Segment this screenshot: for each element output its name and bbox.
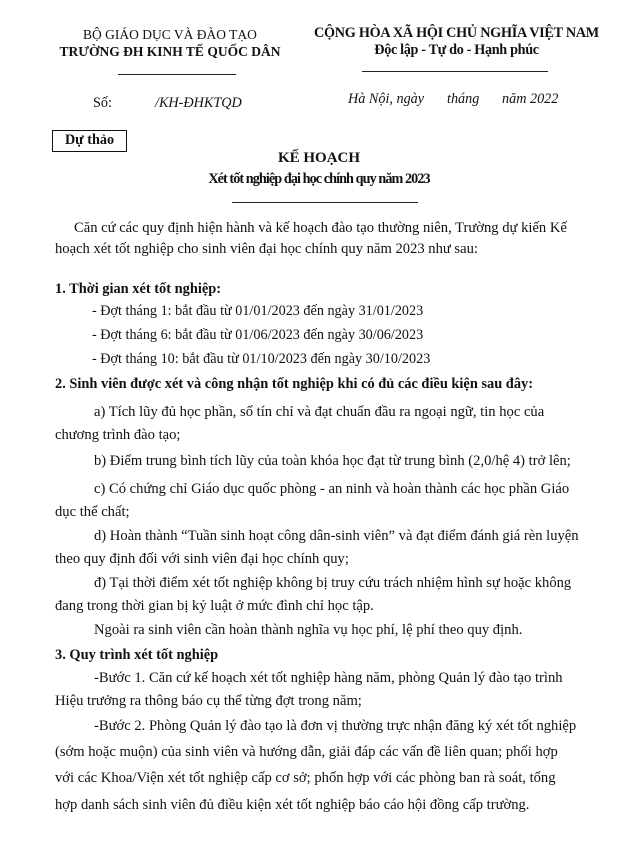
- intro-line-2: hoạch xét tốt nghiệp cho sinh viên đại học chính quy năm 2023 như sau:: [55, 241, 478, 257]
- additional-requirement: Ngoài ra sinh viên cần hoàn thành nghĩa vụ học phí, lệ phí theo quy định.: [94, 622, 523, 638]
- condition-dd-line-1: đ) Tại thời điểm xét tốt nghiệp không bị truy cứu trách nhiệm hình sự hoặc không: [94, 575, 572, 591]
- step-2-line-3: với các Khoa/Viện xét tốt nghiệp cấp cơ sở; phốn hợp với các phòng ban rà soát, tổng: [55, 770, 556, 786]
- place-date-month: tháng: [447, 91, 480, 107]
- section-1-heading: 1. Thời gian xét tốt nghiệp:: [55, 281, 222, 297]
- section-1-item-2: - Đợt tháng 6: bắt đầu từ 01/06/2023 đến ngày 30/06/2023: [92, 327, 424, 343]
- condition-c-line-1: c) Có chứng chỉ Giáo dục quốc phòng - an ninh và hoàn thành các học phần Giáo: [94, 481, 570, 497]
- condition-b: b) Điểm trung bình tích lũy của toàn khóa học đạt từ trung bình (2,0/hệ 4) trở lên;: [94, 453, 571, 469]
- document-subtitle: Xét tốt nghiệp đại học chính quy năm 2023: [208, 171, 430, 187]
- step-2-line-2: (sớm hoặc muộn) của sinh viên và hướng dẫn, giải đáp các vấn đề liên quan; phối hợp: [55, 744, 558, 760]
- condition-c-line-2: dục thể chất;: [55, 504, 130, 520]
- header-right-rule: [362, 71, 548, 72]
- section-3-heading: 3. Quy trình xét tốt nghiệp: [55, 647, 219, 663]
- place-date-year: năm 2022: [502, 91, 559, 107]
- step-1-line-2: Hiệu trưởng ra thông báo cụ thể từng đợt trong năm;: [55, 693, 362, 709]
- republic-name: CỘNG HÒA XÃ HỘI CHỦ NGHĨA VIỆT NAM: [314, 25, 599, 41]
- section-1-item-1: - Đợt tháng 1: bắt đầu từ 01/01/2023 đến ngày 31/01/2023: [92, 303, 424, 319]
- step-1-line-1: -Bước 1. Căn cứ kế hoạch xét tốt nghiệp hàng năm, phòng Quản lý đào tạo trình: [94, 670, 563, 686]
- intro-line-1: Căn cứ các quy định hiện hành và kế hoạch đào tạo thường niên, Trường dự kiến Kế: [74, 220, 567, 236]
- document-number-label: Số:: [93, 95, 112, 111]
- condition-d-line-1: d) Hoàn thành “Tuần sinh hoạt công dân-sinh viên” và đạt điểm đánh giá rèn luyện: [94, 528, 579, 544]
- national-motto: Độc lập - Tự do - Hạnh phúc: [374, 42, 539, 58]
- title-rule: [232, 202, 418, 203]
- section-1-item-3: - Đợt tháng 10: bắt đầu từ 01/10/2023 đến ngày 30/10/2023: [92, 351, 431, 367]
- place-date-prefix: Hà Nội, ngày: [348, 91, 425, 107]
- step-2-line-4: hợp danh sách sinh viên đủ điều kiện xét tốt nghiệp báo cáo hội đồng cấp trường.: [55, 797, 530, 813]
- section-2-heading: 2. Sinh viên được xét và công nhận tốt nghiệp khi có đủ các điều kiện sau đây:: [55, 376, 533, 392]
- draft-label: Dự thảo: [64, 132, 115, 148]
- header-left-rule: [118, 74, 236, 75]
- university-name: TRƯỜNG ĐH KINH TẾ QUỐC DÂN: [59, 44, 281, 59]
- condition-a-line-2: chương trình đào tạo;: [55, 427, 181, 443]
- condition-d-line-2: theo quy định đối với sinh viên đại học chính quy;: [55, 551, 349, 567]
- document-number-code: /KH-ĐHKTQD: [155, 95, 242, 111]
- step-2-line-1: -Bước 2. Phòng Quản lý đào tạo là đơn vị thường trực nhận đăng ký xét tốt nghiệp: [94, 718, 577, 734]
- condition-dd-line-2: đang trong thời gian bị kỷ luật ở mức đình chỉ học tập.: [55, 598, 374, 614]
- document-title: KẾ HOẠCH: [277, 150, 361, 166]
- condition-a-line-1: a) Tích lũy đủ học phần, số tín chỉ và đạt chuẩn đầu ra ngoại ngữ, tin học của: [94, 404, 545, 420]
- ministry-name: BỘ GIÁO DỤC VÀ ĐÀO TẠO: [83, 27, 257, 42]
